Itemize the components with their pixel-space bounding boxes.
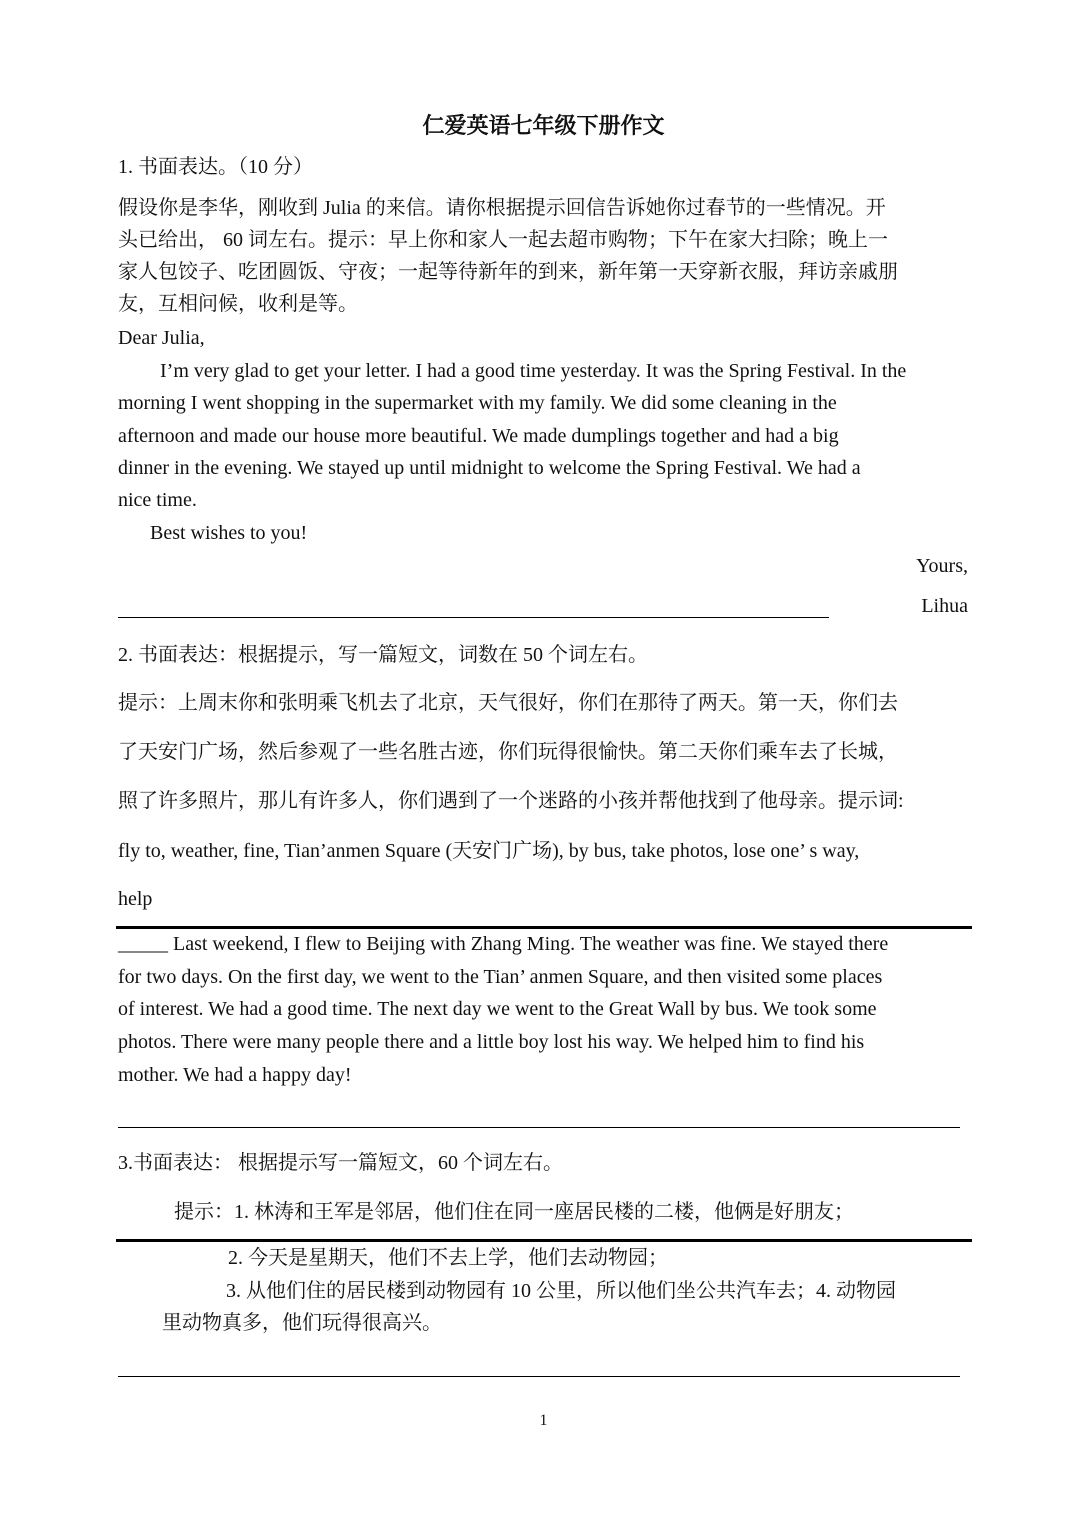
letter-line: dinner in the evening. We stayed up until midnight to welcome the Spring Festival. We had a	[118, 457, 861, 479]
q2-answer-line: _____ Last weekend, I flew to Beijing with Zhang Ming. The weather was fine. We stayed there	[118, 933, 889, 955]
q1-prompt-line: 头已给出， 60 词左右。提示：早上你和家人一起去超市购物；下午在家大扫除；晚上一	[118, 229, 888, 251]
q2-answer-line: of interest. We had a good time. The next day we went to the Great Wall by bus. We took some	[118, 998, 877, 1020]
letter-signature: Lihua	[921, 595, 968, 617]
q1-prompt-line: 友，互相问候，收利是等。	[118, 293, 358, 315]
page-number: 1	[539, 1412, 548, 1429]
letter-salutation: Dear Julia,	[118, 327, 205, 349]
q1-heading: 1. 书面表达。（10 分）	[118, 156, 313, 178]
q2-heading: 2. 书面表达：根据提示，写一篇短文，词数在 50 个词左右。	[118, 644, 648, 666]
q2-answer-line: photos. There were many people there and a little boy lost his way. We helped him to find his	[118, 1031, 865, 1053]
q1-prompt-line: 家人包饺子、吃团圆饭、守夜；一起等待新年的到来，新年第一天穿新衣服，拜访亲戚朋	[118, 261, 898, 283]
q2-prompt-line: fly to, weather, fine, Tian’anmen Square (天安门广场), by bus, take photos, lose one’ s way,	[118, 840, 860, 862]
answer-line	[118, 617, 829, 618]
q2-prompt-line: help	[118, 888, 153, 910]
document-title: 仁爱英语七年级下册作文	[422, 113, 665, 138]
q2-prompt-line: 提示：上周末你和张明乘飞机去了北京，天气很好，你们在那待了两天。第一天，你们去	[118, 692, 898, 714]
letter-line: nice time.	[118, 489, 197, 511]
divider-rule	[116, 926, 972, 929]
answer-line	[118, 1376, 960, 1377]
divider-rule	[116, 1239, 972, 1242]
q3-hint: 2. 今天是星期天，他们不去上学，他们去动物园；	[228, 1247, 668, 1269]
answer-line	[118, 1127, 960, 1128]
q2-prompt-line: 了天安门广场，然后参观了一些名胜古迹，你们玩得很愉快。第二天你们乘车去了长城，	[118, 741, 898, 763]
q3-hint: 3. 从他们住的居民楼到动物园有 10 公里，所以他们坐公共汽车去；4. 动物园	[226, 1280, 896, 1302]
q2-answer-line: mother. We had a happy day!	[118, 1064, 352, 1086]
letter-line: morning I went shopping in the supermarket with my family. We did some cleaning in the	[118, 392, 837, 414]
letter-yours: Yours,	[916, 555, 968, 577]
q2-answer-line: for two days. On the first day, we went to the Tian’ anmen Square, and then visited some places	[118, 966, 883, 988]
q1-prompt-line: 假设你是李华，刚收到 Julia 的来信。请你根据提示回信告诉她你过春节的一些情况。开	[118, 197, 886, 219]
letter-line: I’m very glad to get your letter. I had a good time yesterday. It was the Spring Festival. In the	[160, 360, 907, 382]
q2-prompt-line: 照了许多照片，那儿有许多人，你们遇到了一个迷路的小孩并帮他找到了他母亲。提示词:	[118, 790, 904, 812]
q3-hint: 提示：1. 林涛和王军是邻居，他们住在同一座居民楼的二楼，他俩是好朋友；	[174, 1201, 854, 1223]
letter-closing: Best wishes to you!	[150, 522, 308, 544]
q3-hint: 里动物真多，他们玩得很高兴。	[162, 1312, 442, 1334]
q3-heading: 3.书面表达： 根据提示写一篇短文，60 个词左右。	[118, 1152, 563, 1174]
letter-line: afternoon and made our house more beautiful. We made dumplings together and had a big	[118, 425, 839, 447]
